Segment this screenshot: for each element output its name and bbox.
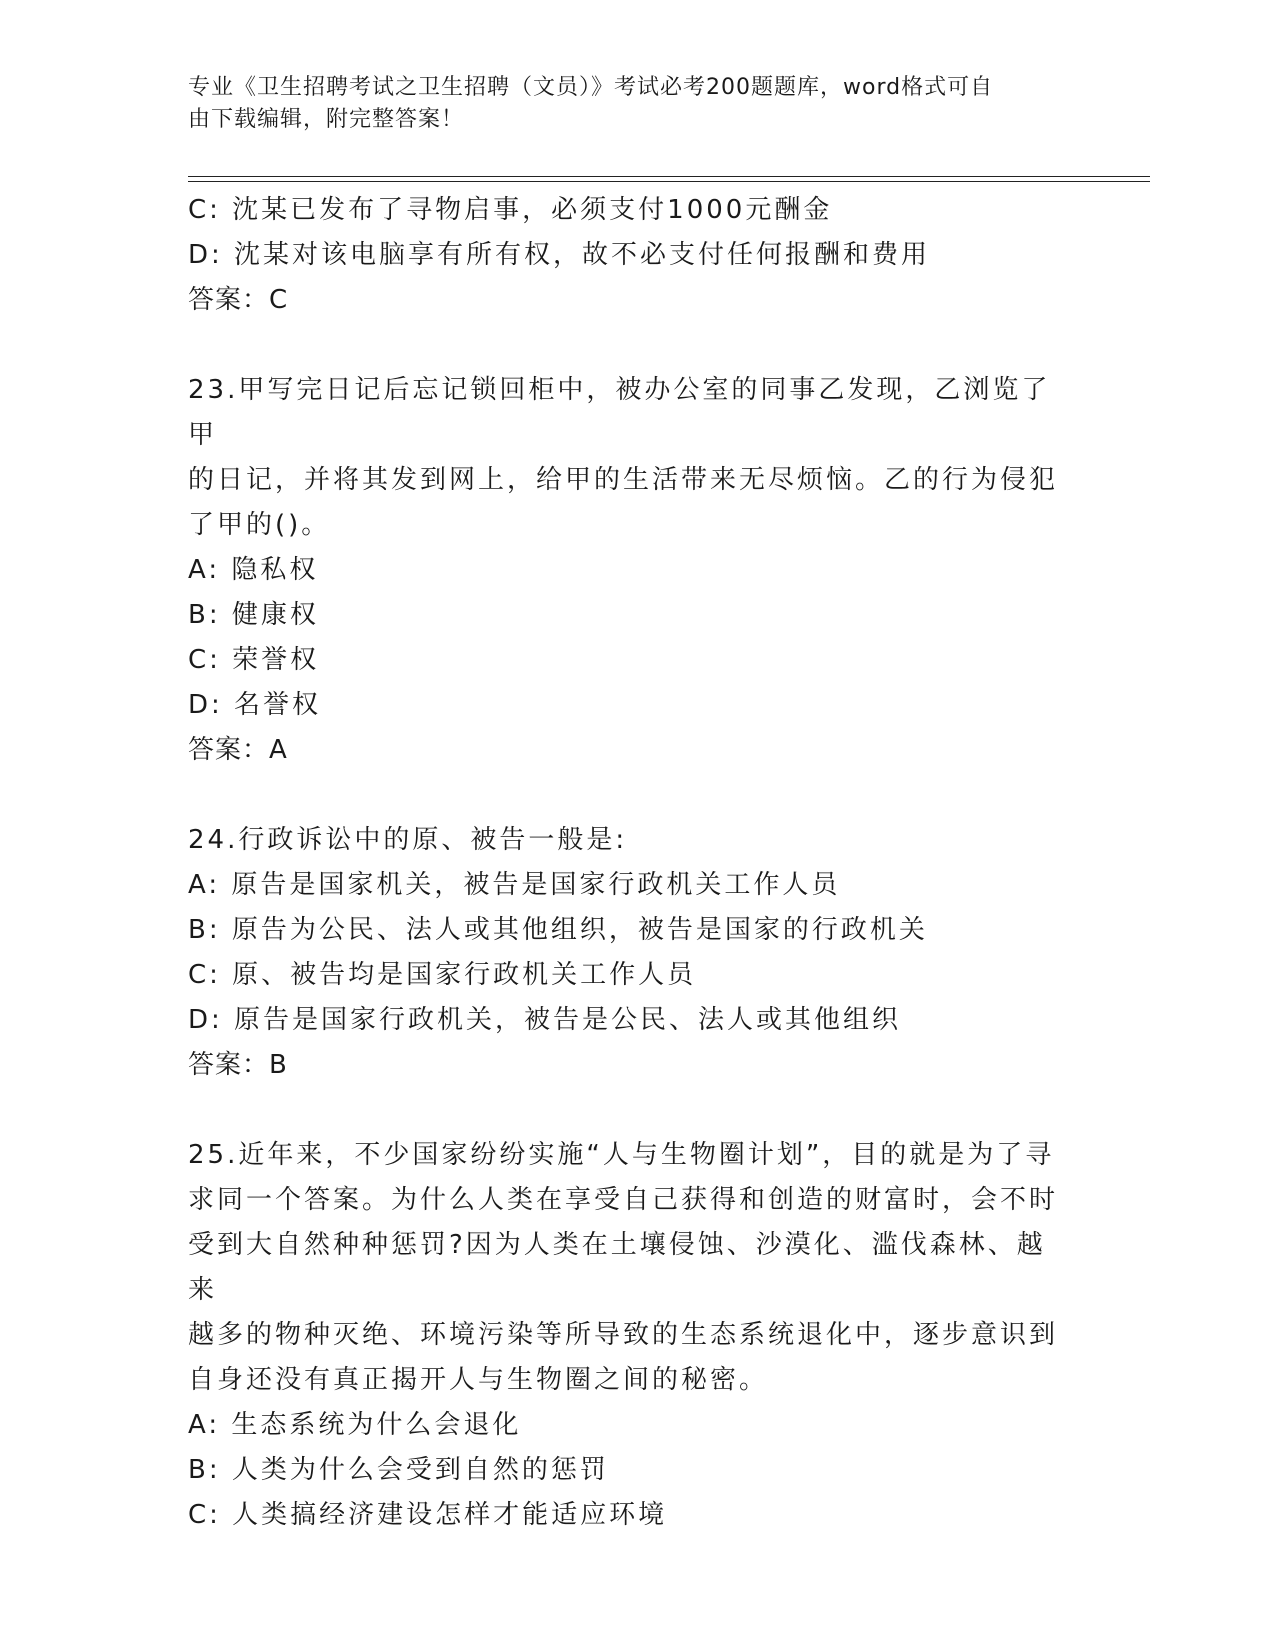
question-text-line: 了甲的()。 bbox=[188, 510, 331, 540]
option-line: D: 原告是国家行政机关，被告是公民、法人或其他组织 bbox=[188, 1005, 902, 1035]
question-text-line: 的日记，并将其发到网上，给甲的生活带来无尽烦恼。乙的行为侵犯 bbox=[188, 465, 1059, 495]
question-content bbox=[188, 188, 1068, 1538]
spacer bbox=[188, 773, 1068, 818]
header-title-line-1: 专业《卫生招聘考试之卫生招聘（文员）》考试必考200题题库，word格式可自 bbox=[188, 75, 994, 100]
option-line: C: 原、被告均是国家行政机关工作人员 bbox=[188, 960, 697, 990]
option-line: C: 沈某已发布了寻物启事，必须支付1000元酬金 bbox=[188, 195, 833, 225]
question-text-line: 25.近年来，不少国家纷纷实施“人与生物圈计划”，目的就是为了寻 bbox=[188, 1140, 1055, 1170]
spacer bbox=[188, 323, 1068, 368]
option-line: B: 健康权 bbox=[188, 600, 319, 630]
answer-line: 答案：A bbox=[188, 735, 288, 765]
spacer bbox=[188, 1088, 1068, 1133]
question-text-line: 24.行政诉讼中的原、被告一般是: bbox=[188, 825, 628, 855]
option-line: B: 原告为公民、法人或其他组织，被告是国家的行政机关 bbox=[188, 915, 928, 945]
header-divider-top bbox=[188, 176, 1150, 177]
answer-line: 答案：C bbox=[188, 285, 289, 315]
question-25 bbox=[188, 1133, 1068, 1538]
answer-line: 答案：B bbox=[188, 1050, 288, 1080]
option-line: C: 荣誉权 bbox=[188, 645, 320, 675]
option-line: C: 人类搞经济建设怎样才能适应环境 bbox=[188, 1500, 668, 1530]
header-title-line-2: 由下载编辑，附完整答案！ bbox=[188, 107, 465, 132]
question-text-line: 越多的物种灭绝、环境污染等所导致的生态系统退化中，逐步意识到 bbox=[188, 1320, 1059, 1350]
question-text-line: 23.甲写完日记后忘记锁回柜中，被办公室的同事乙发现，乙浏览了甲 bbox=[188, 375, 1051, 450]
question-text-line: 受到大自然种种惩罚?因为人类在土壤侵蚀、沙漠化、滥伐森林、越来 bbox=[188, 1230, 1046, 1305]
option-line: A: 生态系统为什么会退化 bbox=[188, 1410, 522, 1440]
option-line: A: 隐私权 bbox=[188, 555, 319, 585]
option-line: B: 人类为什么会受到自然的惩罚 bbox=[188, 1455, 609, 1485]
document-header bbox=[188, 72, 1068, 136]
question-24 bbox=[188, 818, 1068, 1088]
question-text-line: 求同一个答案。为什么人类在享受自己获得和创造的财富时，会不时 bbox=[188, 1185, 1059, 1215]
option-line: D: 沈某对该电脑享有所有权，故不必支付任何报酬和费用 bbox=[188, 240, 931, 270]
header-divider-bottom bbox=[188, 181, 1150, 182]
question-23 bbox=[188, 368, 1068, 773]
option-line: A: 原告是国家机关，被告是国家行政机关工作人员 bbox=[188, 870, 841, 900]
option-line: D: 名誉权 bbox=[188, 690, 322, 720]
question-text-line: 自身还没有真正揭开人与生物圈之间的秘密。 bbox=[188, 1365, 769, 1395]
